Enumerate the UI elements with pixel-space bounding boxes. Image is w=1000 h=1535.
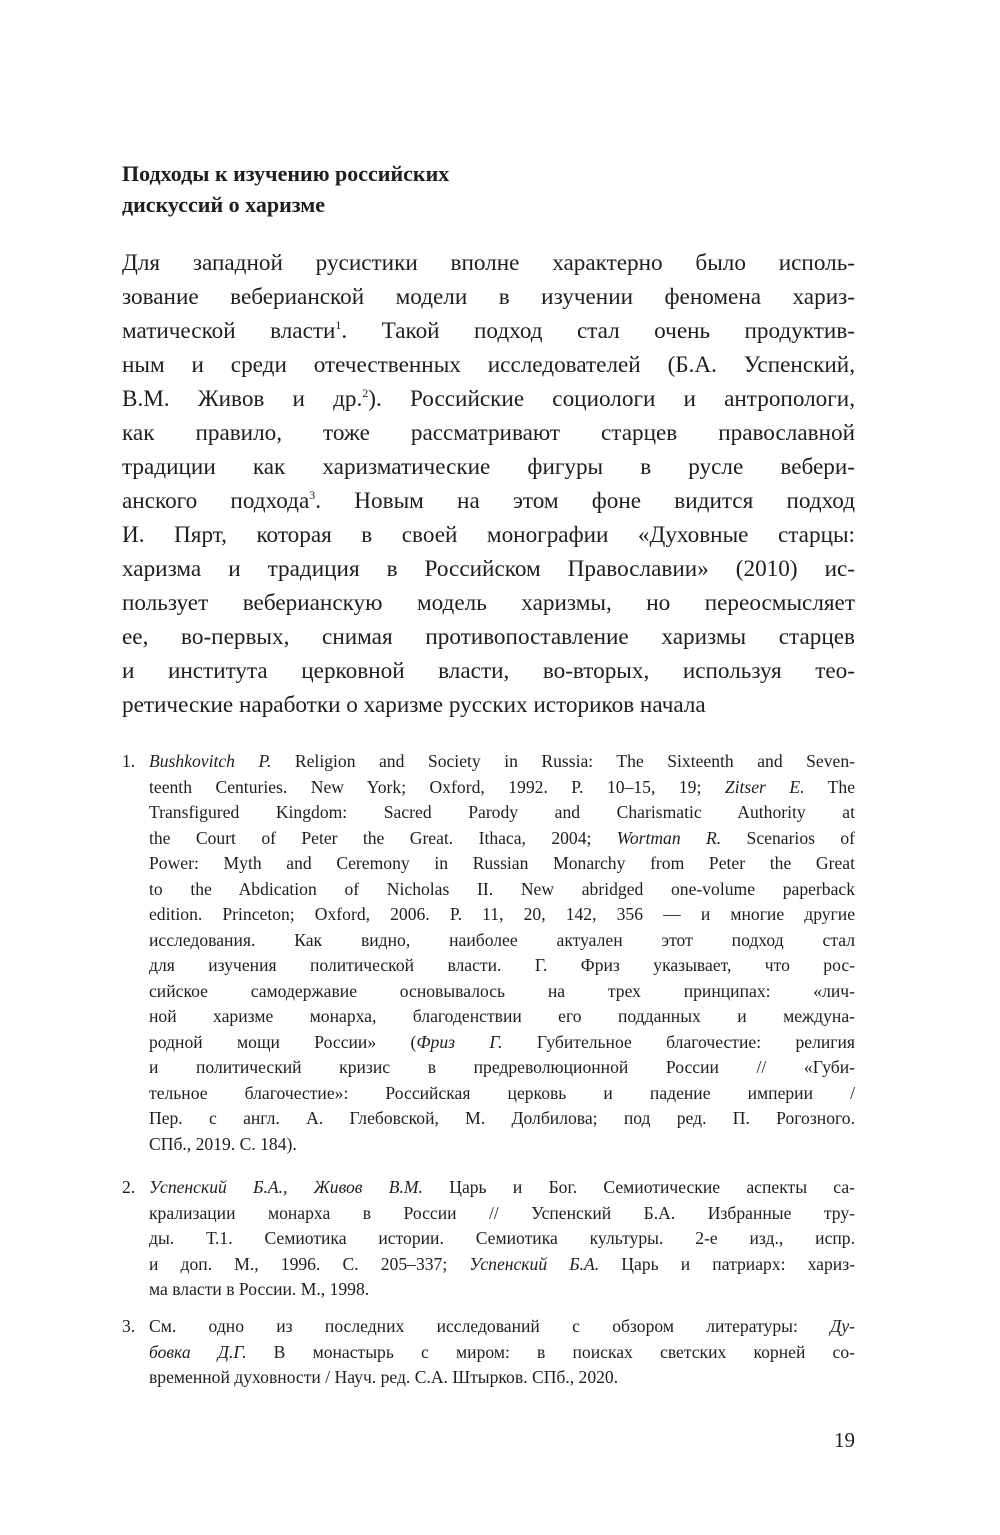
text-run: СПб., 2019. С. 184).	[149, 1133, 297, 1154]
main-paragraph	[122, 246, 855, 722]
text-run: Пер. с англ. А. Глебовской, М. Долбилова; под ред. П. Рогозного.	[149, 1108, 855, 1128]
text-run: и политический кризис в предреволюционной России // «Губи-	[149, 1057, 855, 1077]
footnote-line	[149, 902, 855, 928]
text-run: сийское самодержавие основывалось на трех принципах: «лич-	[149, 980, 855, 1001]
footnote-line	[149, 1365, 855, 1391]
text-line: как правило, тоже рассматривают старцев православной	[122, 420, 855, 446]
footnote-line	[149, 953, 855, 979]
citation-author: бовка Д.Г.	[149, 1341, 247, 1362]
footnote-line	[149, 800, 855, 826]
text-run: Transfigured Kingdom: Sacred Parody and Charismatic Authority at	[149, 802, 855, 822]
text-run: В.М. Живов и др.	[122, 386, 363, 412]
text-line	[122, 484, 855, 518]
footnote-line	[149, 1030, 855, 1056]
text-line: ным и среди отечественных исследователей (Б.А. Успенский,	[122, 352, 855, 378]
text-line: ретические наработки о харизме русских историков начала	[122, 692, 706, 718]
text-line: И. Пярт, которая в своей монографии «Духовные старцы:	[122, 522, 855, 548]
citation-author: Zitser E.	[724, 776, 805, 797]
text-run: ды. Т.1. Семиотика истории. Семиотика культуры. 2-е изд., испр.	[149, 1228, 855, 1248]
section-heading-line: Подходы к изучению российских	[122, 161, 450, 186]
footnote-line	[149, 775, 855, 801]
citation-author: Успенский Б.А., Живов В.М.	[149, 1177, 423, 1197]
text-run: крализации монарха в России // Успенский Б.А. Избранные тру-	[149, 1202, 855, 1223]
text-run: Power: Myth and Ceremony in Russian Monarchy from Peter the Great	[149, 853, 855, 873]
text-run: Царь и патриарх: хариз-	[599, 1253, 855, 1274]
text-run: родной мощи России» (	[149, 1031, 417, 1052]
text-run: . Новым на этом фоне видится подход	[315, 488, 856, 514]
text-line: зование веберианской модели в изучении феномена хариз-	[122, 284, 855, 310]
footnote-line	[149, 1081, 855, 1107]
text-run: . Такой подход стал очень продуктив-	[341, 318, 855, 344]
footnote-line	[149, 1252, 855, 1278]
citation-author: Wortman R.	[616, 827, 722, 848]
text-run: The	[804, 776, 856, 797]
footnote-line	[149, 1175, 855, 1201]
text-run: ма власти в России. М., 1998.	[149, 1279, 370, 1299]
footnote-reference[interactable]: 2	[362, 386, 369, 400]
text-run: временной духовности / Науч. ред. С.А. Штырков. СПб., 2020.	[149, 1367, 619, 1387]
footnote-reference[interactable]: 1	[335, 318, 342, 332]
page-number: 19	[834, 1428, 855, 1452]
footnote-reference[interactable]: 3	[309, 488, 316, 502]
section-heading-line: дискуссий о харизме	[122, 192, 326, 217]
text-run: ной харизме монарха, благоденствии его подданных и междуна-	[149, 1006, 855, 1026]
footnote-text	[149, 1175, 855, 1303]
text-line: традиции как харизматические фигуры в русле вебери-	[122, 454, 855, 480]
footnote-line	[149, 1277, 855, 1303]
citation-author: Bushkovitch P.	[149, 751, 272, 771]
text-run: для изучения политической власти. Г. Фриз указывает, что рос-	[149, 955, 855, 975]
footnote-line	[149, 1314, 855, 1340]
text-run: Царь и Бог. Семиотические аспекты са-	[422, 1177, 856, 1197]
footnote-text	[149, 749, 855, 1157]
footnote-number: 2.	[122, 1177, 136, 1197]
footnote-line	[149, 1340, 855, 1366]
text-run: тельное благочестие»: Российская церковь и падение империи /	[149, 1082, 855, 1103]
text-line: харизма и традиция в Российском Православии» (2010) ис-	[122, 556, 855, 582]
text-run: Губительное благочестие: религия	[502, 1031, 855, 1052]
footnote-line	[149, 979, 855, 1005]
footnote-line	[149, 1106, 855, 1132]
text-run: См. одно из последних исследований с обзором литературы:	[149, 1316, 831, 1336]
text-run: to the Abdication of Nicholas II. New abridged one-volume paperback	[149, 878, 855, 899]
text-run: исследования. Как видно, наиболее актуален этот подход стал	[149, 929, 855, 950]
text-line	[122, 382, 855, 416]
text-line: ее, во-первых, снимая противопоставление харизмы старцев	[122, 624, 855, 650]
text-line: Для западной русистики вполне характерно было исполь-	[122, 250, 855, 276]
footnote-line	[149, 1004, 855, 1030]
text-run: ). Российские социологи и антропологи,	[368, 386, 855, 412]
text-run: teenth Centuries. New York; Oxford, 1992. P. 10–15, 19;	[149, 776, 725, 797]
text-line: и института церковной власти, во-вторых, используя тео-	[122, 658, 855, 684]
citation-author: Успенский Б.А.	[469, 1253, 600, 1274]
text-line: пользует веберианскую модель харизмы, но переосмысляет	[122, 590, 855, 616]
footnote-number: 1.	[122, 751, 136, 771]
text-run: матической власти	[122, 318, 336, 344]
footnote-line	[149, 1132, 855, 1158]
text-run: the Court of Peter the Great. Ithaca, 2004;	[149, 827, 617, 848]
text-run: и доп. М., 1996. С. 205–337;	[149, 1253, 470, 1274]
text-run: edition. Princeton; Oxford, 2006. P. 11, 20, 142, 356 — и многие другие	[149, 904, 855, 924]
footnote-line	[149, 1201, 855, 1227]
footnote-text	[149, 1314, 855, 1391]
footnote-line	[149, 928, 855, 954]
text-run: анского подхода	[122, 488, 310, 514]
footnote-line	[149, 749, 855, 775]
text-line	[122, 314, 855, 348]
footnote-line	[149, 1226, 855, 1252]
citation-author: Ду-	[830, 1316, 855, 1336]
footnote-line	[149, 1055, 855, 1081]
footnote-line	[149, 851, 855, 877]
footnote-line	[149, 877, 855, 903]
footnote-number: 3.	[122, 1316, 136, 1336]
text-run: Religion and Society in Russia: The Sixteenth and Seven-	[271, 751, 855, 771]
text-run: Scenarios of	[721, 827, 855, 848]
section-heading	[122, 158, 722, 220]
citation-author: Фриз Г.	[416, 1031, 503, 1052]
text-run: В монастырь с миром: в поисках светских корней со-	[246, 1341, 856, 1362]
footnote-line	[149, 826, 855, 852]
